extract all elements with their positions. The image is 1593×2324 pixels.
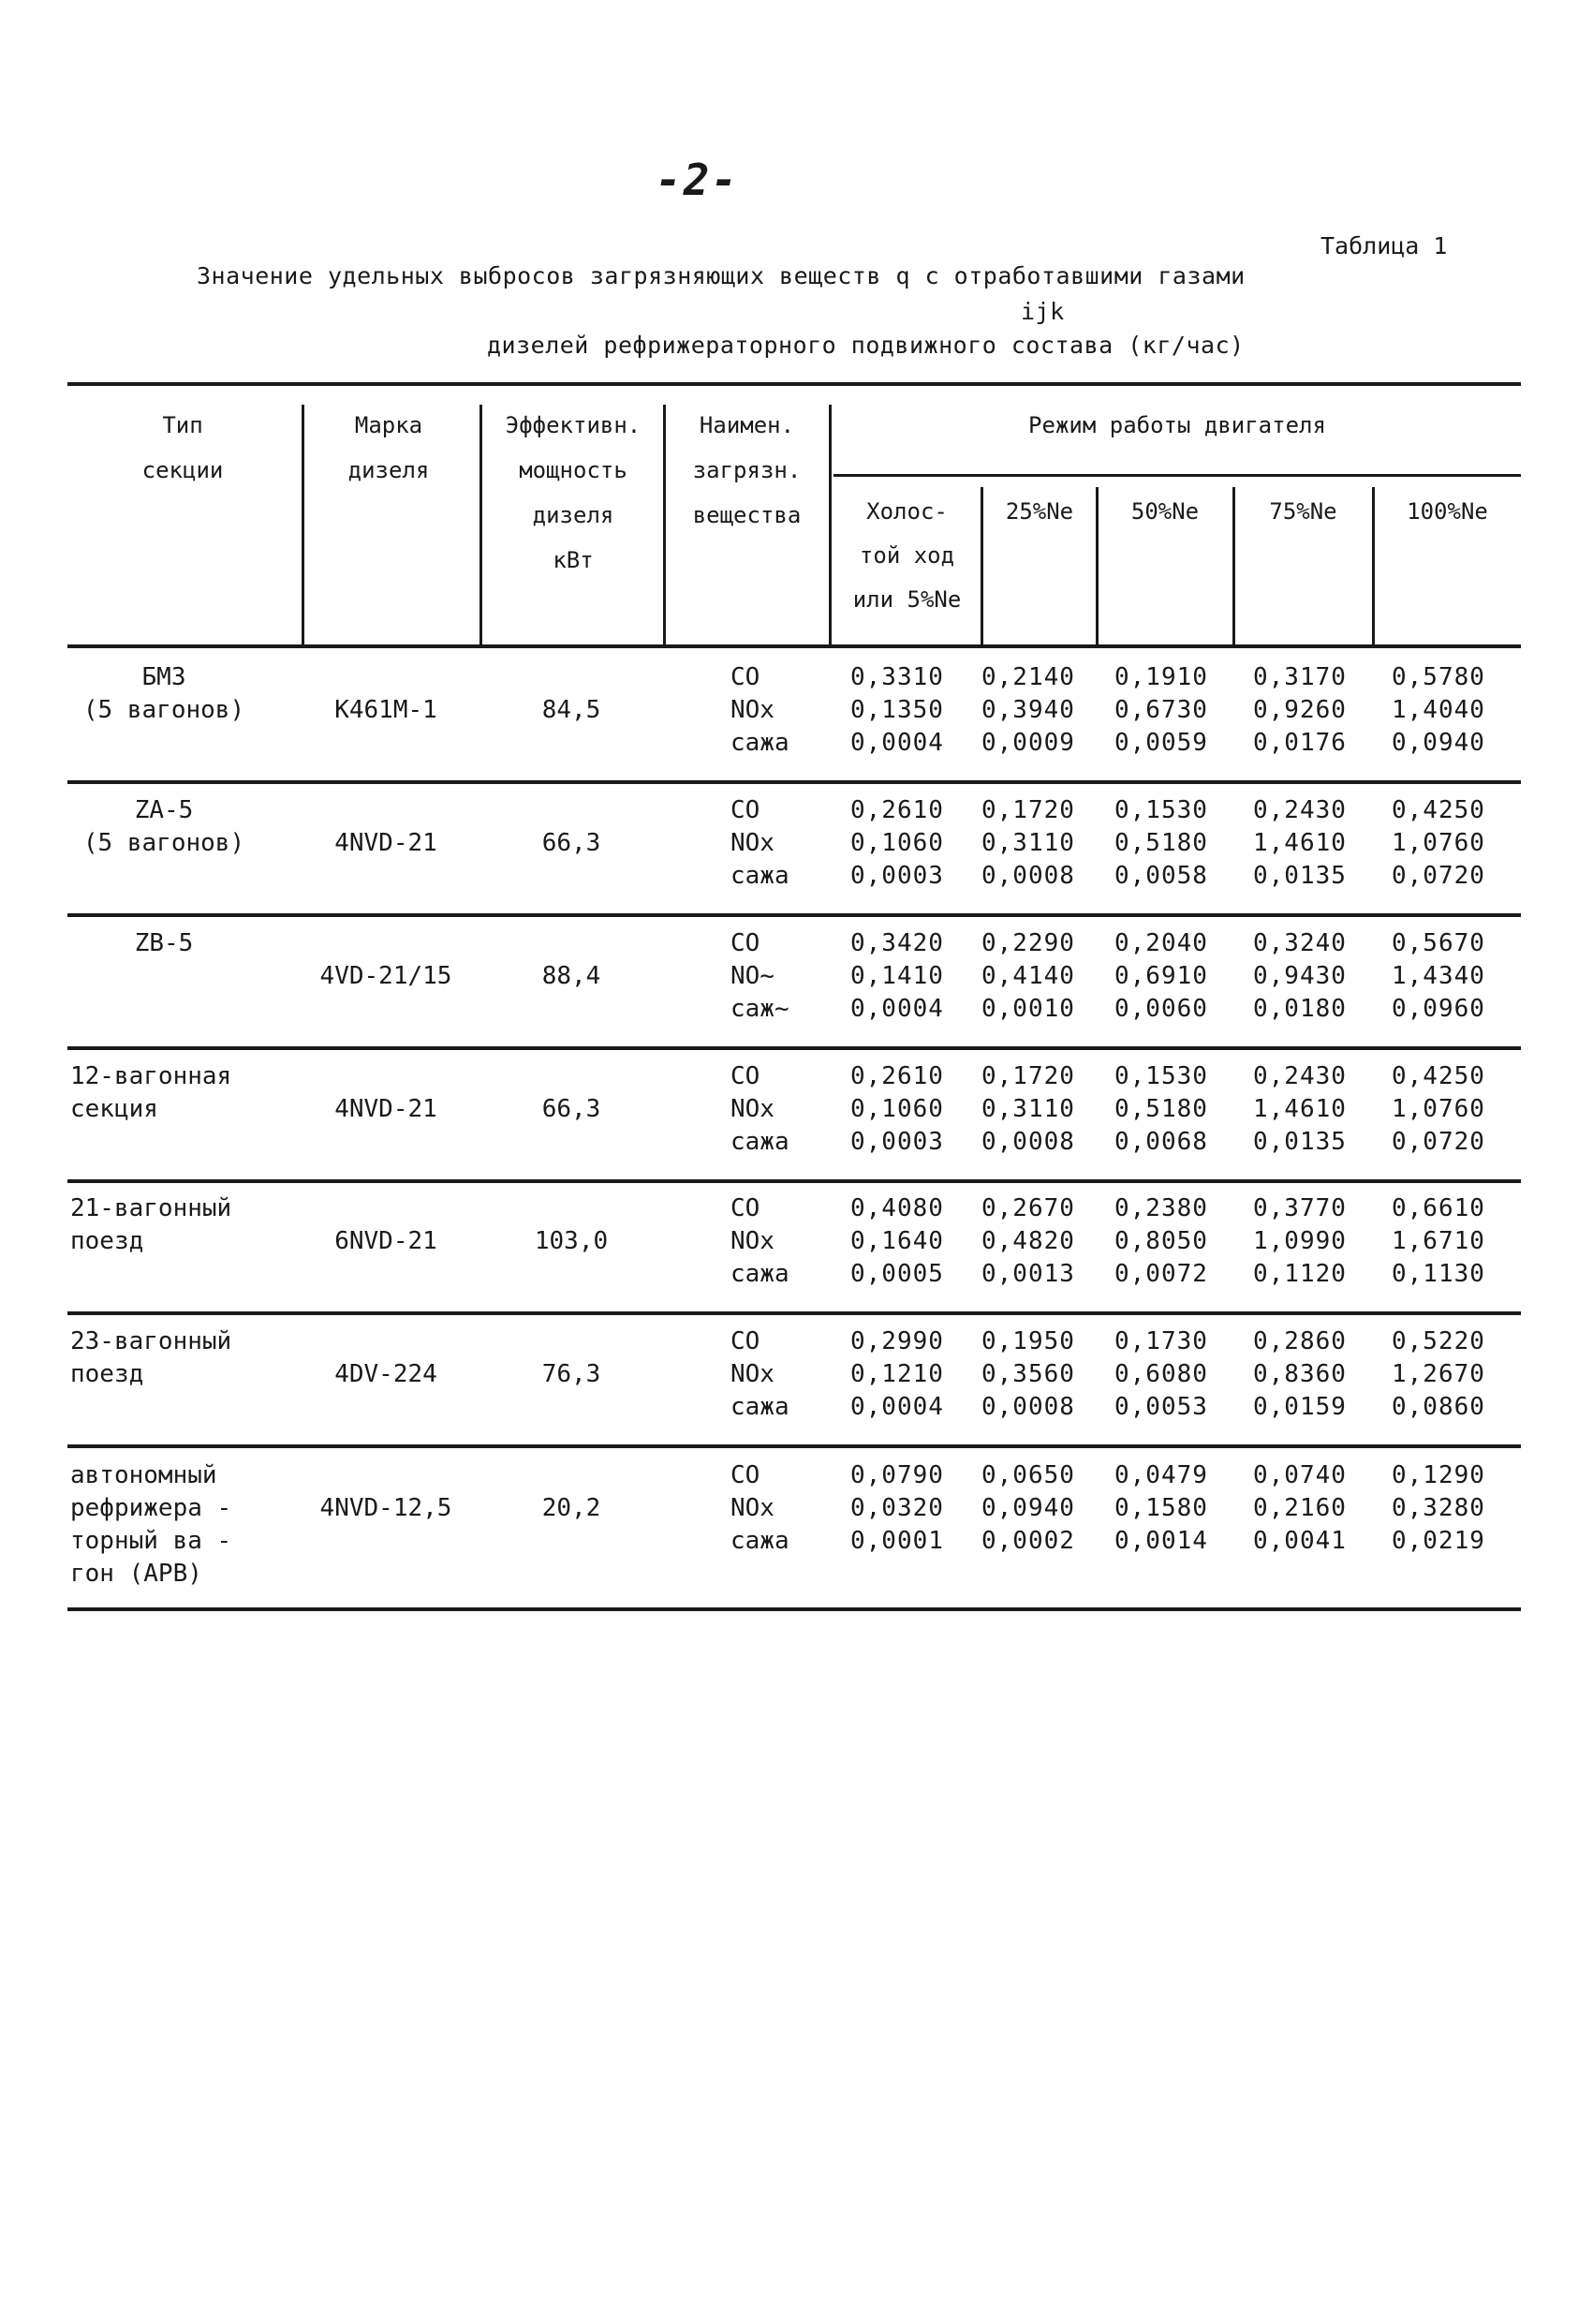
engine-power: 103,0 — [534, 1227, 609, 1255]
emission-value: 0,2140 — [981, 663, 1075, 691]
substance: NOx — [730, 829, 774, 857]
emission-value: 0,9430 — [1253, 962, 1347, 990]
emission-value: 0,1210 — [850, 1360, 944, 1388]
emission-value: 0,0072 — [1114, 1260, 1208, 1288]
emission-value: 0,2610 — [850, 796, 944, 824]
section-type: поезд — [70, 1360, 144, 1388]
section-type: секция — [70, 1095, 158, 1123]
emission-value: 0,0068 — [1114, 1128, 1208, 1156]
emission-value: 0,3170 — [1253, 663, 1347, 691]
emission-value: 0,5780 — [1392, 663, 1485, 691]
emission-value: 0,0790 — [850, 1461, 944, 1489]
emission-value: 0,0058 — [1114, 862, 1208, 890]
emission-value: 0,6080 — [1114, 1360, 1208, 1388]
engine-power: 84,5 — [541, 696, 601, 724]
emission-value: 0,1350 — [850, 696, 944, 724]
emission-value: 0,0176 — [1253, 729, 1347, 757]
table-title-line2: дизелей рефрижераторного подвижного состава (кг/час) — [487, 332, 1245, 359]
section-type: ZA-5 — [134, 796, 194, 824]
substance: сажа — [730, 1128, 789, 1156]
emission-value: 0,8360 — [1253, 1360, 1347, 1388]
emission-value: 0,1120 — [1253, 1260, 1347, 1288]
emission-value: 0,4080 — [850, 1194, 944, 1222]
emission-value: 0,1060 — [850, 829, 944, 857]
emission-value: 0,0720 — [1392, 1128, 1485, 1156]
diesel-model: 4NVD-21 — [334, 829, 437, 857]
section-type: рефрижера - — [70, 1494, 232, 1522]
header-label: дизеля — [347, 457, 430, 483]
emission-value: 1,6710 — [1392, 1227, 1485, 1255]
emission-value: 1,4610 — [1253, 1095, 1347, 1123]
emission-value: 0,0008 — [981, 1128, 1075, 1156]
emission-value: 0,3420 — [850, 929, 944, 957]
header-group-label: Режим работы двигателя — [1028, 412, 1326, 438]
substance: NOx — [730, 696, 774, 724]
emission-value: 0,3240 — [1253, 929, 1347, 957]
engine-power: 66,3 — [541, 1095, 601, 1123]
emission-value: 0,9260 — [1253, 696, 1347, 724]
substance: CO — [730, 1327, 760, 1355]
emission-value: 0,0008 — [981, 1393, 1075, 1421]
emission-value: 1,0760 — [1392, 1095, 1485, 1123]
header-divider — [302, 405, 304, 644]
section-type: ZB-5 — [134, 929, 194, 957]
emission-value: 0,2160 — [1253, 1494, 1347, 1522]
emission-value: 0,2430 — [1253, 796, 1347, 824]
section-type: гон (АРВ) — [70, 1560, 202, 1588]
emission-value: 1,0990 — [1253, 1227, 1347, 1255]
emission-value: 0,0059 — [1114, 729, 1208, 757]
emission-value: 0,0010 — [981, 995, 1075, 1023]
emission-value: 0,6910 — [1114, 962, 1208, 990]
row-rule — [67, 1444, 1521, 1448]
section-type: 12-вагонная — [70, 1062, 232, 1090]
substance: сажа — [730, 1393, 789, 1421]
row-rule — [67, 1311, 1521, 1315]
emission-value: 0,0060 — [1114, 995, 1208, 1023]
section-type: поезд — [70, 1227, 144, 1255]
emission-value: 1,4340 — [1392, 962, 1485, 990]
emission-value: 0,0960 — [1392, 995, 1485, 1023]
emission-value: 0,0053 — [1114, 1393, 1208, 1421]
table-label: Таблица 1 — [1320, 232, 1448, 259]
emission-value: 0,3110 — [981, 1095, 1075, 1123]
emission-value: 1,4040 — [1392, 696, 1485, 724]
emission-value: 0,3310 — [850, 663, 944, 691]
header-label: секции — [141, 457, 224, 483]
substance: CO — [730, 1062, 760, 1090]
header-label: мощность — [519, 457, 627, 483]
header-label: вещества — [692, 502, 802, 528]
emission-value: 0,0014 — [1114, 1527, 1208, 1555]
section-type: 21-вагонный — [70, 1194, 232, 1222]
emission-value: 0,0004 — [850, 729, 944, 757]
row-rule — [67, 913, 1521, 917]
substance: NOx — [730, 1227, 774, 1255]
emission-value: 0,4250 — [1392, 796, 1485, 824]
row-rule — [67, 1179, 1521, 1183]
emission-value: 0,0180 — [1253, 995, 1347, 1023]
emission-value: 0,2380 — [1114, 1194, 1208, 1222]
emission-value: 0,2860 — [1253, 1327, 1347, 1355]
substance: NOx — [730, 1494, 774, 1522]
row-rule — [67, 780, 1521, 784]
emission-value: 1,2670 — [1392, 1360, 1485, 1388]
emission-value: 0,0860 — [1392, 1393, 1485, 1421]
emission-value: 0,5180 — [1114, 829, 1208, 857]
substance: сажа — [730, 729, 789, 757]
emission-value: 0,0219 — [1392, 1527, 1485, 1555]
section-type: 23-вагонный — [70, 1327, 232, 1355]
substance: NOx — [730, 1095, 774, 1123]
emission-value: 0,1290 — [1392, 1461, 1485, 1489]
emission-value: 0,5180 — [1114, 1095, 1208, 1123]
emission-value: 0,2290 — [981, 929, 1075, 957]
emission-value: 0,6610 — [1392, 1194, 1485, 1222]
diesel-model: 6NVD-21 — [334, 1227, 437, 1255]
header-mode-label: или 5%Ne — [852, 586, 962, 613]
emission-value: 0,0159 — [1253, 1393, 1347, 1421]
substance: NO~ — [730, 962, 774, 990]
group-divider — [833, 474, 1521, 477]
emission-value: 0,3280 — [1392, 1494, 1485, 1522]
substance: CO — [730, 796, 760, 824]
header-mode-label: Холос- — [866, 498, 948, 525]
emission-value: 0,1720 — [981, 1062, 1075, 1090]
emission-value: 0,2040 — [1114, 929, 1208, 957]
header-divider — [829, 405, 832, 644]
emission-value: 0,4250 — [1392, 1062, 1485, 1090]
emission-value: 0,4140 — [981, 962, 1075, 990]
header-bottom-rule — [67, 644, 1521, 648]
emission-value: 0,0135 — [1253, 862, 1347, 890]
table-title: Значение удельных выбросов загрязняющих веществ q с отработавшими газами — [197, 262, 1246, 289]
emission-value: 0,1530 — [1114, 1062, 1208, 1090]
emission-value: 0,5670 — [1392, 929, 1485, 957]
diesel-model: K461M-1 — [334, 696, 437, 724]
emission-value: 0,0479 — [1114, 1461, 1208, 1489]
row-rule — [67, 1046, 1521, 1050]
emission-value: 0,1410 — [850, 962, 944, 990]
emission-value: 0,1060 — [850, 1095, 944, 1123]
section-type: (5 вагонов) — [82, 829, 245, 857]
diesel-model: 4NVD-12,5 — [319, 1494, 452, 1522]
diesel-model: 4NVD-21 — [334, 1095, 437, 1123]
emission-value: 1,0760 — [1392, 829, 1485, 857]
emission-value: 0,4820 — [981, 1227, 1075, 1255]
emission-value: 0,3110 — [981, 829, 1075, 857]
emission-value: 0,1730 — [1114, 1327, 1208, 1355]
emission-value: 0,8050 — [1114, 1227, 1208, 1255]
substance: сажа — [730, 1260, 789, 1288]
substance: сажа — [730, 1527, 789, 1555]
emission-value: 0,0135 — [1253, 1128, 1347, 1156]
row-rule — [67, 1607, 1521, 1611]
header-label: кВт — [553, 547, 594, 573]
section-type: (5 вагонов) — [82, 696, 245, 724]
emission-value: 0,0009 — [981, 729, 1075, 757]
emission-value: 0,3940 — [981, 696, 1075, 724]
engine-power: 76,3 — [541, 1360, 601, 1388]
emission-value: 0,0003 — [850, 862, 944, 890]
header-label: загрязн. — [692, 457, 802, 483]
table-top-rule — [67, 382, 1521, 386]
emission-value: 0,0940 — [981, 1494, 1075, 1522]
substance: CO — [730, 1194, 760, 1222]
engine-power: 88,4 — [541, 962, 601, 990]
section-type: автономный — [70, 1461, 217, 1489]
emission-value: 0,2990 — [850, 1327, 944, 1355]
emission-value: 0,2430 — [1253, 1062, 1347, 1090]
emission-value: 0,0003 — [850, 1128, 944, 1156]
emission-value: 0,0740 — [1253, 1461, 1347, 1489]
substance: NOx — [730, 1360, 774, 1388]
emission-value: 0,1130 — [1392, 1260, 1485, 1288]
emission-value: 0,1950 — [981, 1327, 1075, 1355]
header-label: Марка — [354, 412, 423, 438]
emission-value: 0,6730 — [1114, 696, 1208, 724]
header-mode-label: 75%Ne — [1269, 498, 1337, 525]
emission-value: 0,0041 — [1253, 1527, 1347, 1555]
header-mode-label: 25%Ne — [1005, 498, 1074, 525]
emission-value: 0,0004 — [850, 1393, 944, 1421]
header-label: Эффективн. — [505, 412, 642, 438]
emission-value: 0,1910 — [1114, 663, 1208, 691]
header-mode-label: той ход — [859, 542, 955, 569]
emission-value: 0,0650 — [981, 1461, 1075, 1489]
header-mode-label: 50%Ne — [1130, 498, 1200, 525]
section-type: БМЗ — [141, 663, 186, 691]
header-label: Тип — [162, 412, 203, 438]
substance: CO — [730, 1461, 760, 1489]
emission-value: 0,1720 — [981, 796, 1075, 824]
title-subscript: ijk — [1021, 298, 1065, 325]
substance: CO — [730, 929, 760, 957]
emission-value: 0,0013 — [981, 1260, 1075, 1288]
engine-power: 20,2 — [541, 1494, 601, 1522]
substance: CO — [730, 663, 760, 691]
engine-power: 66,3 — [541, 829, 601, 857]
emission-value: 0,0720 — [1392, 862, 1485, 890]
diesel-model: 4DV-224 — [334, 1360, 437, 1388]
emission-value: 0,0001 — [850, 1527, 944, 1555]
substance: саж~ — [730, 995, 789, 1023]
emission-value: 0,0002 — [981, 1527, 1075, 1555]
page-number: -2- — [656, 155, 740, 205]
emission-value: 0,2670 — [981, 1194, 1075, 1222]
header-label: Наимен. — [699, 412, 795, 438]
emission-value: 0,3560 — [981, 1360, 1075, 1388]
emission-value: 0,1580 — [1114, 1494, 1208, 1522]
substance: сажа — [730, 862, 789, 890]
section-type: торный ва - — [70, 1527, 232, 1555]
diesel-model: 4VD-21/15 — [319, 962, 452, 990]
header-mode-label: 100%Ne — [1407, 498, 1488, 525]
emission-value: 0,5220 — [1392, 1327, 1485, 1355]
emission-value: 0,0320 — [850, 1494, 944, 1522]
emission-value: 0,0008 — [981, 862, 1075, 890]
emission-value: 0,0004 — [850, 995, 944, 1023]
emission-value: 0,0005 — [850, 1260, 944, 1288]
header-label: дизеля — [532, 502, 614, 528]
emission-value: 0,2610 — [850, 1062, 944, 1090]
emission-value: 0,3770 — [1253, 1194, 1347, 1222]
emission-value: 0,0940 — [1392, 729, 1485, 757]
emission-value: 0,1530 — [1114, 796, 1208, 824]
emission-value: 0,1640 — [850, 1227, 944, 1255]
emission-value: 1,4610 — [1253, 829, 1347, 857]
